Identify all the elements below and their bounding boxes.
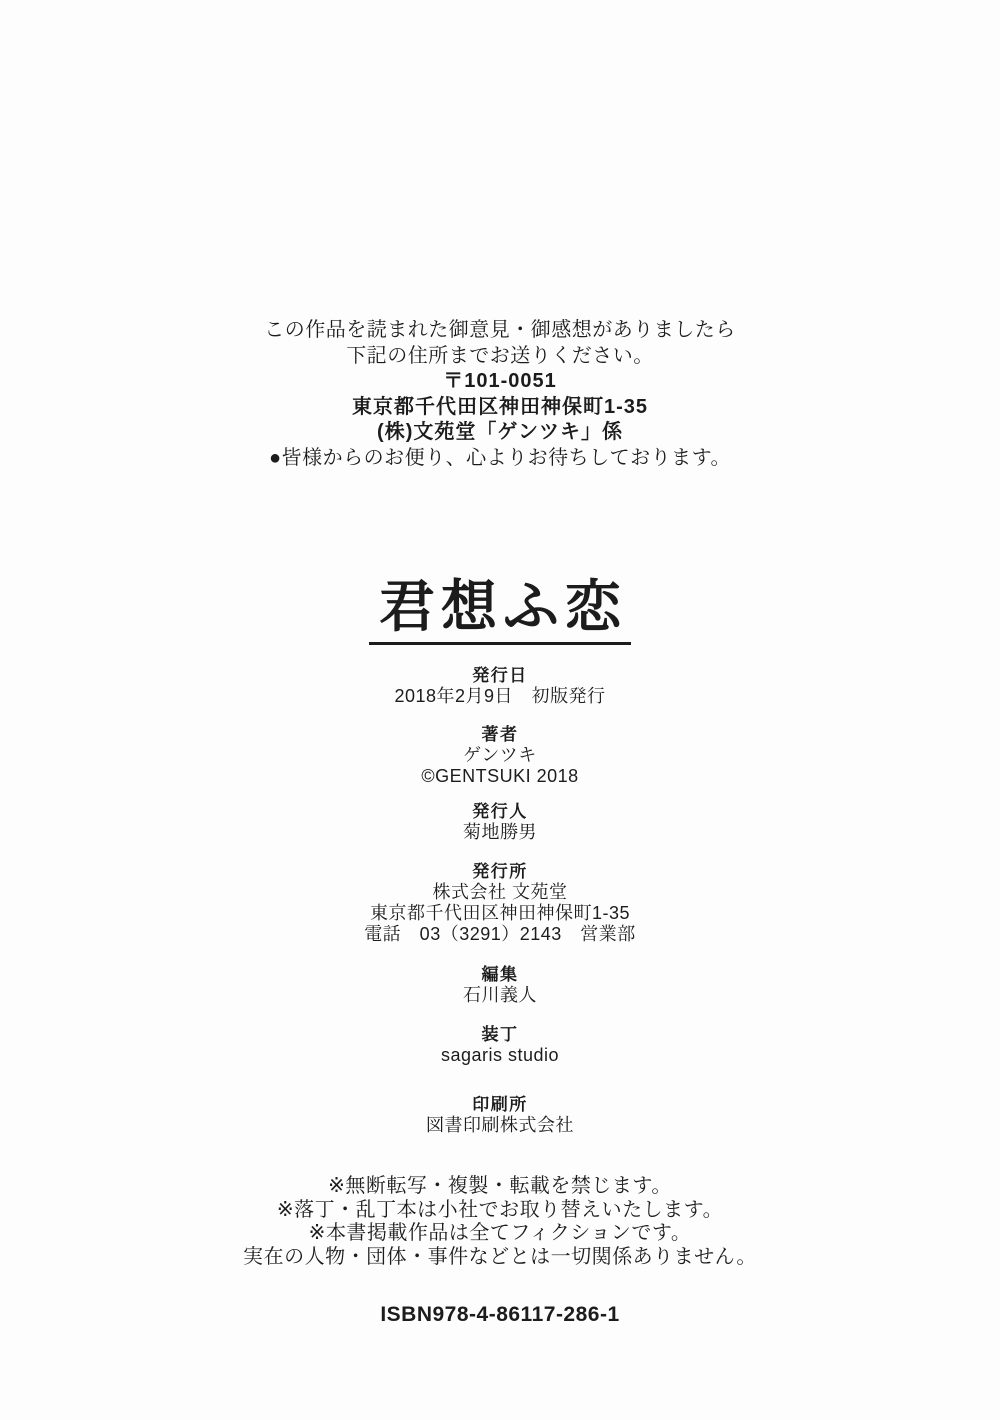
section-label: 印刷所 xyxy=(472,1095,528,1114)
colophon-section-publishing-house xyxy=(0,862,1000,945)
book-title: 君想ふ恋 xyxy=(369,578,631,645)
colophon-section-publisher-person xyxy=(0,802,1000,843)
colophon-section-publication-date xyxy=(0,666,1000,707)
publisher-address: 東京都千代田区神田神保町1-35 xyxy=(351,395,649,418)
reader-notice xyxy=(0,318,1000,471)
legal-notes xyxy=(0,1175,1000,1269)
title-block xyxy=(0,578,1000,645)
mail-recipient: (株)文苑堂「ゲンツキ」係 xyxy=(377,421,623,443)
isbn-number: ISBN978-4-86117-286-1 xyxy=(380,1303,620,1326)
copyright-line: ©GENTSUKI 2018 xyxy=(421,766,579,786)
notice-line-1: この作品を読まれた御意見・御感想がありましたら xyxy=(264,319,736,341)
colophon-section-design xyxy=(0,1025,1000,1066)
legal-note-line: ※無断転写・複製・転載を禁じます。 xyxy=(328,1175,672,1197)
publisher-person-name: 菊地勝男 xyxy=(463,822,537,842)
postal-code: 〒101-0051 xyxy=(443,370,557,392)
printer-name: 図書印刷株式会社 xyxy=(426,1115,574,1135)
author-name: ゲンツキ xyxy=(463,745,537,765)
publishing-house-address: 東京都千代田区神田神保町1-35 xyxy=(369,903,631,923)
colophon-section-editor xyxy=(0,965,1000,1006)
legal-note-line: ※本書掲載作品は全てフィクションです。 xyxy=(308,1222,692,1244)
publishing-house-name: 株式会社 文苑堂 xyxy=(432,882,568,902)
publication-date: 2018年2月9日 初版発行 xyxy=(394,686,606,706)
colophon-section-printer xyxy=(0,1095,1000,1136)
section-label: 発行日 xyxy=(472,666,528,685)
legal-note-line: ※落丁・乱丁本は小社でお取り替えいたします。 xyxy=(276,1198,724,1221)
notice-closing: ●皆様からのお便り、心よりお待ちしております。 xyxy=(269,446,731,469)
publishing-house-phone: 電話 03（3291）2143 営業部 xyxy=(364,924,636,944)
section-label: 編集 xyxy=(481,965,519,984)
section-label: 発行人 xyxy=(472,802,528,821)
section-label: 発行所 xyxy=(472,862,528,881)
notice-line-2: 下記の住所までお送りください。 xyxy=(346,344,654,367)
section-label: 著者 xyxy=(481,725,519,744)
legal-note-line: 実在の人物・団体・事件などとは一切関係ありません。 xyxy=(243,1245,757,1268)
editor-name: 石川義人 xyxy=(463,985,537,1005)
section-label: 装丁 xyxy=(481,1025,519,1044)
design-studio-name: sagaris studio xyxy=(440,1045,560,1065)
colophon-section-author xyxy=(0,725,1000,787)
